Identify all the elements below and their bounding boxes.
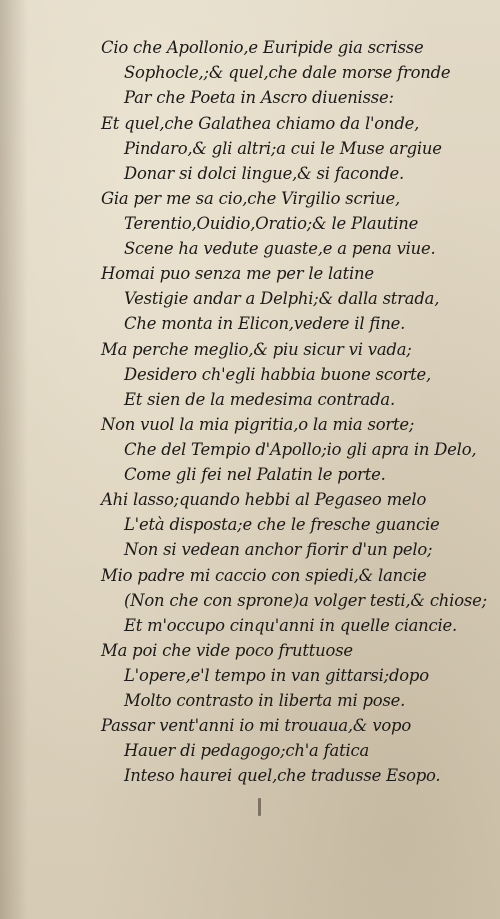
verse-line-23: (Non che con sprone)a volger testi,& chiose;: [124, 591, 487, 610]
verse-line-27: Molto contrasto in liberta mi pose.: [124, 691, 406, 710]
verse-line-14: Desidero ch'egli habbia buone scorte,: [124, 365, 432, 384]
verse-line-2: Sophocle,;& quel,che dale morse fronde: [124, 63, 451, 82]
verse-line-7: Gia per me sa cio,che Virgilio scriue,: [101, 189, 401, 208]
verse-line-30: Inteso haurei quel,che tradusse Esopo.: [124, 766, 441, 785]
verse-line-19: Ahi lasso;quando hebbi al Pegaseo melo: [101, 490, 427, 509]
verse-line-4: Et quel,che Galathea chiamo da l'onde,: [101, 114, 420, 133]
verse-line-17: Che del Tempio d'Apollo;io gli apra in Delo,: [124, 440, 477, 459]
verse-line-13: Ma perche meglio,& piu sicur vi vada;: [101, 340, 412, 359]
verse-line-6: Donar si dolci lingue,& si faconde.: [124, 164, 404, 183]
verse-line-8: Terentio,Ouidio,Oratio;& le Plautine: [124, 214, 419, 233]
verse-line-1: Cio che Apollonio,e Euripide gia scrisse: [101, 38, 424, 57]
verse-line-25: Ma poi che vide poco fruttuose: [101, 641, 353, 660]
verse-line-21: Non si vedean anchor fiorir d'un pelo;: [124, 540, 433, 559]
verse-line-11: Vestigie andar a Delphi;& dalla strada,: [124, 289, 440, 308]
verse-line-10: Homai puo senza me per le latine: [101, 264, 374, 283]
verse-line-16: Non vuol la mia pigritia,o la mia sorte;: [101, 415, 415, 434]
verse-line-5: Pindaro,& gli altri;a cui le Muse argiue: [124, 139, 442, 158]
verse-line-22: Mio padre mi caccio con spiedi,& lancie: [101, 566, 427, 585]
verse-line-29: Hauer di pedagogo;ch'a fatica: [124, 741, 370, 760]
verse-line-24: Et m'occupo cinqu'anni in quelle ciancie.: [124, 616, 458, 635]
verse-line-3: Par che Poeta in Ascro diuenisse:: [124, 88, 394, 107]
verse-line-20: L'età disposta;e che le fresche guancie: [124, 515, 440, 534]
ink-mark: [258, 798, 261, 816]
verse-line-28: Passar vent'anni io mi trouaua,& vopo: [101, 716, 412, 735]
verse-line-9: Scene ha vedute guaste,e a pena viue.: [124, 239, 436, 258]
verse-line-26: L'opere,e'l tempo in van gittarsi;dopo: [124, 666, 429, 685]
verse-line-12: Che monta in Elicon,vedere il fine.: [124, 314, 406, 333]
verse-line-18: Come gli fei nel Palatin le porte.: [124, 465, 386, 484]
verse-line-15: Et sien de la medesima contrada.: [124, 390, 395, 409]
